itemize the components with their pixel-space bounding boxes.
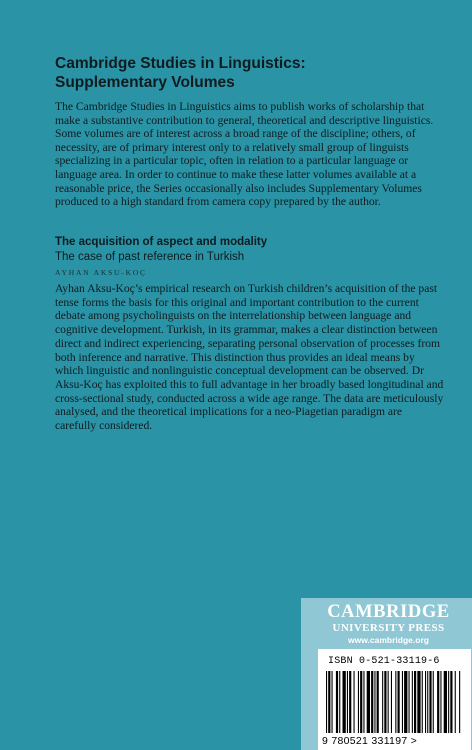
- book-blurb: Ayhan Aksu-Koç’s empirical research on Turkish children’s acquisition of the past tense forms the basis for this original and important contribution to the current debate among psycholinguists on the interrelationship between language and cognitive development. Turkish, in its grammar, makes a clear distinction between direct and indirect experiencing, separating personal observation of processes from both inference and narrative. This distinction thus provides an ideal means by which linguistic and nonlinguistic conceptual development can be observed. Dr Aksu-Koç has exploited this to full advantage in her broadly based longitudinal and cross-sectional study, conducted across a wide age range. The data are meticulously analysed, and the theoretical implications for a neo-Piagetian paradigm are carefully considered.: [55, 282, 444, 433]
- publisher-url: www.cambridge.org: [348, 635, 429, 645]
- publisher-box: [301, 598, 472, 750]
- isbn-label: ISBN 0-521-33119-6: [328, 656, 440, 667]
- publisher-subname: UNIVERSITY PRESS: [332, 622, 445, 634]
- barcode-panel: [318, 649, 471, 750]
- series-title-line1: Cambridge Studies in Linguistics:: [55, 55, 306, 72]
- series-title: [55, 54, 435, 92]
- book-subtitle: The case of past reference in Turkish: [55, 251, 245, 263]
- publisher-name: CAMBRIDGE: [327, 602, 450, 622]
- barcode-digits: 9 780521 331197 >: [322, 735, 418, 747]
- barcode-icon: [324, 671, 464, 735]
- series-title-line2: Supplementary Volumes: [55, 74, 235, 91]
- series-description: The Cambridge Studies in Linguistics aims to publish works of scholarship that make a substantive contribution to general, theoretical and descriptive linguistics. Some volumes are of interest across a broad range of the discipline; others, of necessity, are of primary interest only to a relatively small group of linguists specializing in a particular topic, often in relation to a particular language or language area. In order to continue to make these latter volumes available at a reasonable price, the Series occasionally also includes Supplementary Volumes produced to a high standard from camera copy prepared by the author.: [55, 100, 434, 209]
- author-name: AYHAN AKSU-KOÇ: [55, 268, 147, 277]
- book-title: The acquisition of aspect and modality: [55, 236, 268, 248]
